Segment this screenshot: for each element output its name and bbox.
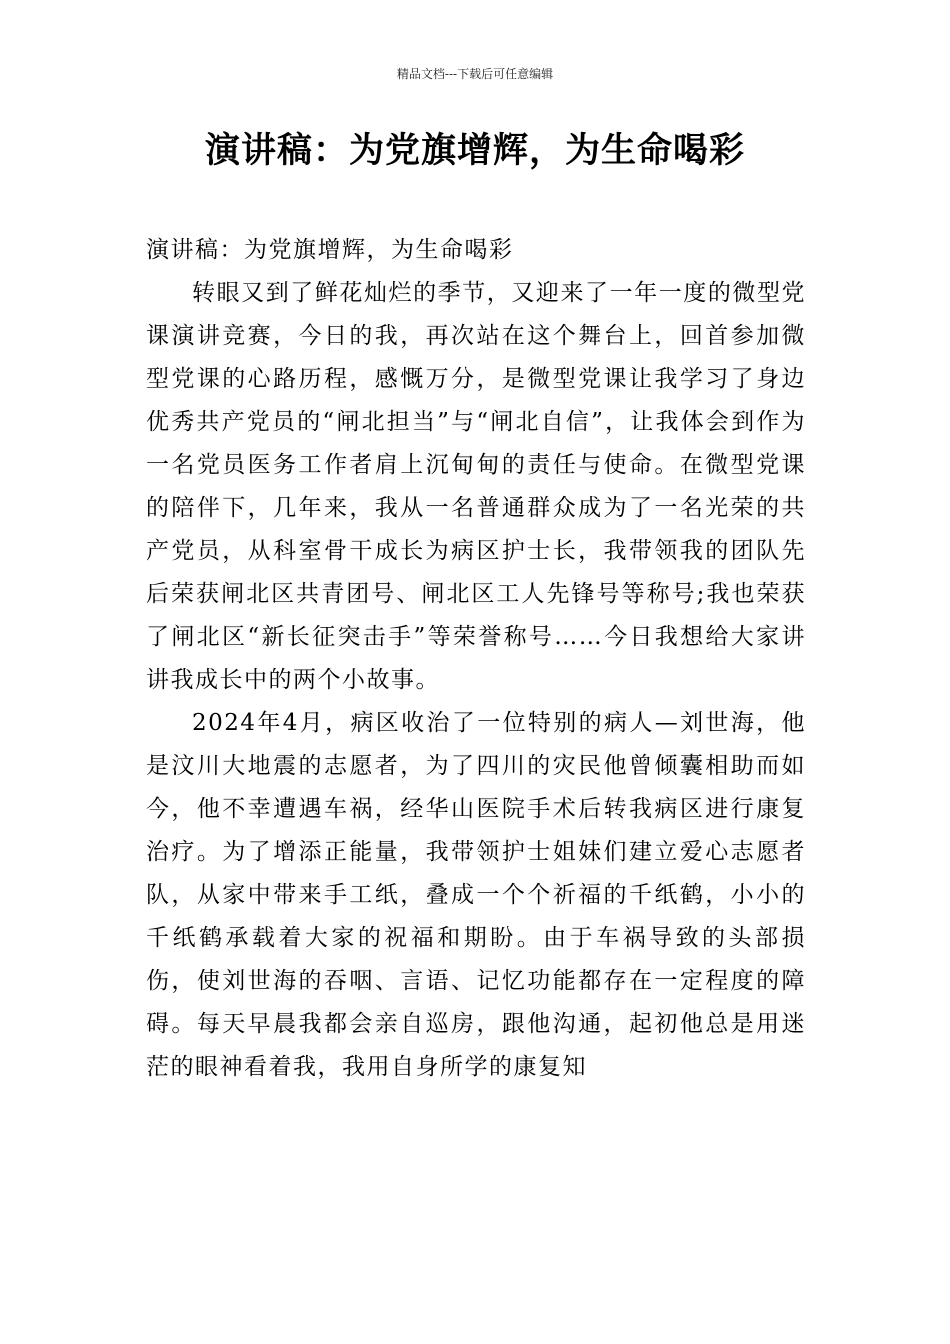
body-paragraph: 2024年4月，病区收治了一位特别的病人—刘世海，他是汶川大地震的志愿者，为了四川的灾民他曾倾囊相助而如今，他不幸遭遇车祸，经华山医院手术后转我病区进行康复治疗。为了增添正能量，我带领护士姐妹们建立爱心志愿者队，从家中带来手工纸，叠成一个个祈福的千纸鹤，小小的千纸鹤承载着大家的祝福和期盼。由于车祸导致的头部损伤，使刘世海的吞咽、言语、记忆功能都存在一定程度的障碍。每天早晨我都会亲自巡房，跟他沟通，起初他总是用迷茫的眼神看着我，我用自身所学的康复知 — [146, 710, 806, 1080]
document-body — [146, 229, 806, 1089]
document-title: 演讲稿：为党旗增辉，为生命喝彩 — [204, 131, 745, 171]
body-paragraph: 转眼又到了鲜花灿烂的季节，又迎来了一年一度的微型党课演讲竞赛，今日的我，再次站在这个舞台上，回首参加微型党课的心路历程，感慨万分，是微型党课让我学习了身边优秀共产党员的“闸北担当”与“闸北自信”，让我体会到作为一名党员医务工作者肩上沉甸甸的责任与使命。在微型党课的陪伴下，几年来，我从一名普通群众成为了一名光荣的共产党员，从科室骨干成长为病区护士长，我带领我的团队先后荣获闸北区共青团号、闸北区工人先锋号等称号;我也荣获了闸北区“新长征突击手”等荣誉称号……今日我想给大家讲讲我成长中的两个小故事。 — [146, 280, 806, 693]
header-note: 精品文档---下载后可任意编辑 — [396, 67, 554, 81]
subtitle-paragraph: 演讲稿：为党旗增辉，为生命喝彩 — [146, 237, 514, 263]
